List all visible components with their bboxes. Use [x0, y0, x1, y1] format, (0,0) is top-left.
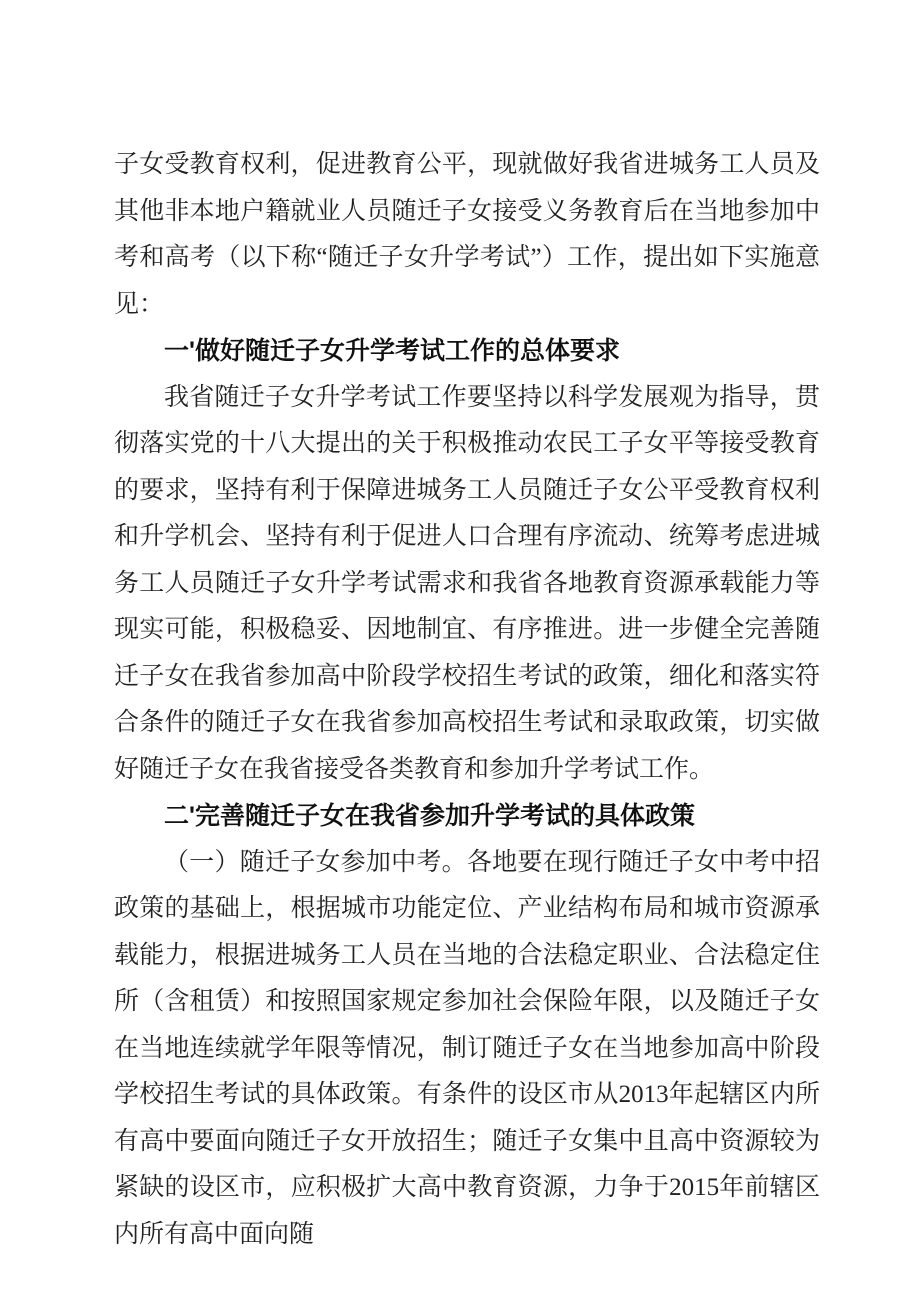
paragraph-continuation: 子女受教育权利，促进教育公平，现就做好我省进城务工人员及其他非本地户籍就业人员随迁子女接受义务教育后在当地参加中考和高考（以下称“随迁子女升学考试”）工作，提出如下实施意见：: [114, 151, 820, 318]
section-1-paragraph: 我省随迁子女升学考试工作要坚持以科学发展观为指导，贯彻落实党的十八大提出的关于积极推动农民工子女平等接受教育的要求，坚持有利于保障进城务工人员随迁子女公平受教育权利和升学机会、坚持有利于促进人口合理有序流动、统筹考虑进城务工人员随迁子女升学考试需求和我省各地教育资源承载能力等现实可能，积极稳妥、因地制宜、有序推进。进一步健全完善随迁子女在我省参加高中阶段学校招生考试的政策，细化和落实符合条件的随迁子女在我省参加高校招生考试和录取政策，切实做好随迁子女在我省接受各类教育和参加升学考试工作。: [114, 383, 820, 783]
section-2-heading: 二'完善随迁子女在我省参加升学考试的具体政策: [164, 802, 695, 830]
section-2-item-1-paragraph: （一）随迁子女参加中考。各地要在现行随迁子女中考中招政策的基础上，根据城市功能定位、产业结构布局和城市资源承载能力，根据进城务工人员在当地的合法稳定职业、合法稳定住所（含租赁）和按照国家规定参加社会保险年限，以及随迁子女在当地连续就学年限等情况，制订随迁子女在当地参加高中阶段学校招生考试的具体政策。有条件的设区市从2013年起辖区内所有高中要面向随迁子女开放招生；随迁子女集中且高中资源较为紧缺的设区市，应积极扩大高中教育资源，力争于2015年前辖区内所有高中面向随: [114, 848, 820, 1248]
document-text-block: [114, 142, 820, 1258]
section-1-heading: 一'做好随迁子女升学考试工作的总体要求: [164, 337, 620, 365]
